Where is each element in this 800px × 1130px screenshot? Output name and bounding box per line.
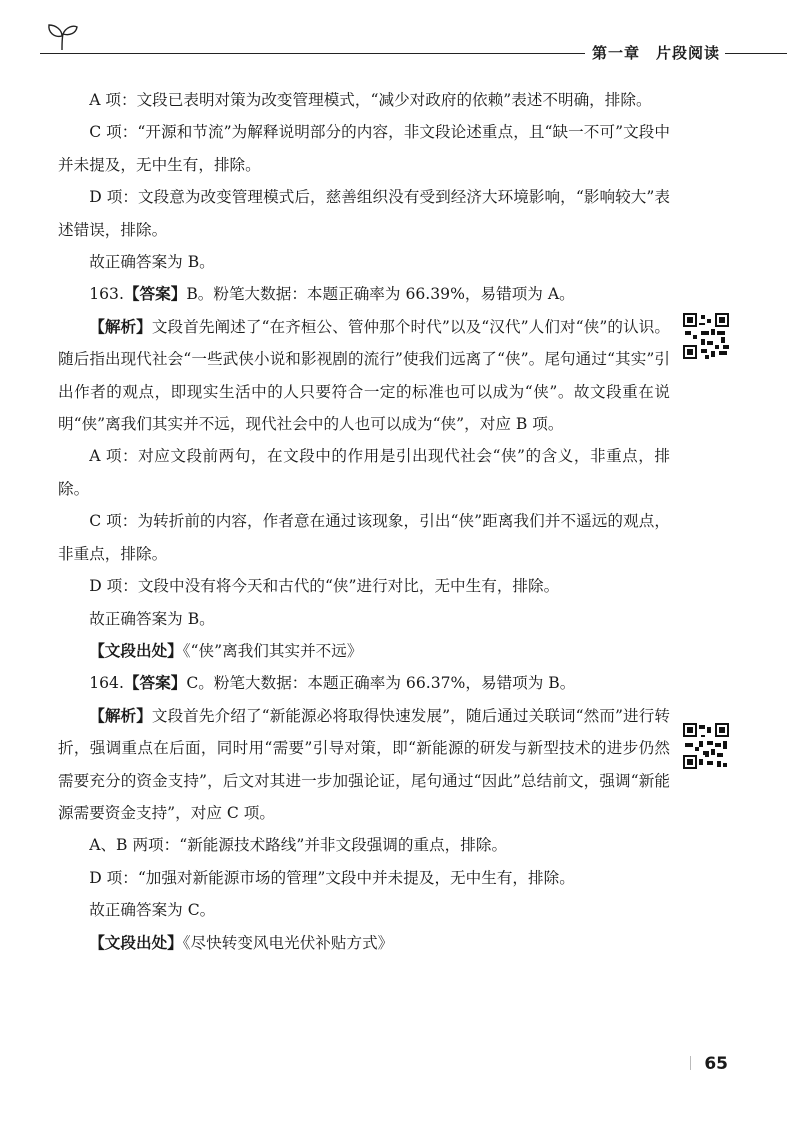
conclusion: 故正确答案为 C。 [89,901,216,920]
source-text: 《“侠”离我们其实并不远》 [182,641,363,660]
analysis-label: 【解析】 [89,317,152,336]
conclusion: 故正确答案为 B。 [89,609,215,628]
margin-mark [690,1056,695,1070]
page-content [58,84,670,959]
option-item: A 项：对应文段前两句，在文段中的作用是引出现代社会“侠”的含义，非重点，排除。 [58,447,670,498]
paragraph: D 项：文段意为改变管理模式后，慈善组织没有受到经济大环境影响，“影响较大”表述错误，排除。 [58,188,670,239]
answer-label: 【答案】 [123,674,187,693]
answer-line [58,667,670,699]
answer-line [58,278,670,310]
chapter-title: 第一章 片段阅读 [592,44,721,62]
source-label: 【文段出处】 [89,641,183,660]
source-line [58,635,670,667]
header-rule [725,53,787,54]
analysis-text: 文段首先阐述了“在齐桓公、管仲那个时代”以及“汉代”人们对“侠”的认识。随后指出现代社会“一些武侠小说和影视剧的流行”使我们远离了“侠”。尾句通过“其实”引出作者的观点，即现实生活中的人只要符合一定的标准也可以成为“侠”。故文段重在说明“侠”离我们其实并不远，现代社会中的人也可以成为“侠”，对应 B 项。 [58,317,670,434]
option-item: D 项：文段中没有将今天和古代的“侠”进行对比，无中生有，排除。 [89,577,560,596]
paragraph: 故正确答案为 B。 [89,253,215,272]
question-number: 163. [89,285,124,304]
answer-label: 【答案】 [123,285,187,304]
answer-text: C。粉笔大数据：本题正确率为 66.37%，易错项为 B。 [186,674,576,693]
paragraph: A 项：文段已表明对策为改变管理模式，“减少对政府的依赖”表述不明确，排除。 [89,91,652,109]
option-item: C 项：为转折前的内容，作者意在通过该现象，引出“侠”距离我们并不遥远的观点，非重点，排除。 [58,512,670,563]
header-rule [40,53,585,54]
qr-code-icon[interactable] [683,723,729,769]
question-number: 164. [89,674,124,693]
source-line [58,927,670,959]
analysis-text: 文段首先介绍了“新能源必将取得快速发展”，随后通过关联词“然而”进行转折，强调重点在后面，同时用“需要”引导对策，即“新能源的研发与新型技术的进步仍然需要充分的资金支持”，后文对其进一步加强论证，尾句通过“因此”总结前文，强调“新能源需要资金支持”，对应 C 项。 [58,706,670,822]
page-number: 65 [704,1054,728,1074]
qr-code-icon[interactable] [683,313,729,359]
analysis-label: 【解析】 [89,706,152,725]
paragraph: C 项：“开源和节流”为解释说明部分的内容，非文段论述重点，且“缺一不可”文段中并未提及，无中生有，排除。 [58,123,670,174]
source-label: 【文段出处】 [89,933,183,952]
analysis [58,311,670,441]
option-item: A、B 两项：“新能源技术路线”并非文段强调的重点，排除。 [89,836,508,855]
source-text: 《尽快转变风电光伏补贴方式》 [182,933,394,952]
leaf-sprout-icon [44,22,80,52]
answer-text: B。粉笔大数据：本题正确率为 66.39%，易错项为 A。 [186,285,575,304]
option-item: D 项：“加强对新能源市场的管理”文段中并未提及，无中生有，排除。 [89,868,575,887]
analysis [58,700,670,830]
